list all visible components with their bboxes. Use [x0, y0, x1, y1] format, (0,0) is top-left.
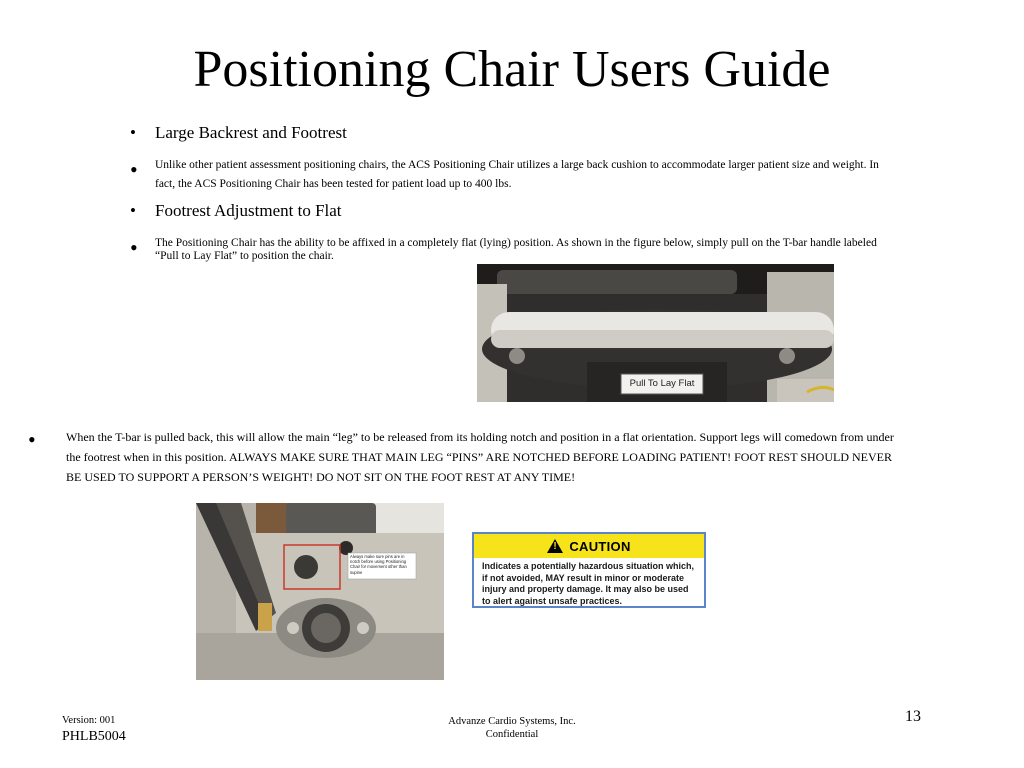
caution-header	[474, 534, 704, 558]
photo-tbar-handle	[477, 264, 834, 402]
bullet-heading: Large Backrest and Footrest	[155, 123, 347, 142]
bullet-dot: •	[130, 123, 136, 142]
caution-label	[472, 532, 706, 608]
footer-confidential: Confidential	[485, 729, 539, 740]
page-number: 13	[905, 708, 921, 725]
footer-doc-id: PHLB5004	[62, 729, 126, 744]
caution-text: Indicates a potentially hazardous situation which, if not avoided, MAY result in minor or moderate injury and property damage. It may also be used to alert against unsafe practices.	[482, 561, 695, 606]
paragraph-backrest: Unlike other patient assessment positioning chairs, the ACS Positioning Chair utilizes a large back cushion to accommodate larger patient size and weight. In fact, the ACS Positioning Chair has been tested for patient load up to 400 lbs.	[155, 159, 879, 190]
pull-to-lay-flat-label: Pull To Lay Flat	[629, 378, 695, 389]
leg-pins-illustration	[196, 503, 444, 680]
pins-note-label: Always make sure pins are in notch before using Positioning Chair for movement other than supine	[350, 554, 407, 575]
paragraph-tbar-warning: When the T-bar is pulled back, this will allow the main “leg” to be released from its holding notch and position in a flat orientation. Support legs will comedown from under the footrest when in this position. ALWAYS MAKE SURE THAT MAIN LEG “PINS” ARE NOTCHED BEFORE LOADING PATIENT! FOOT REST SHOULD NEVER BE USED TO SUPPORT A PERSON’S WEIGHT! DO NOT SIT ON THE FOOT REST AT ANY TIME!	[66, 430, 894, 484]
paragraph-footrest: The Positioning Chair has the ability to be affixed in a completely flat (lying) position. As shown in the figure below, simply pull on the T-bar handle labeled “Pull to Lay Flat” to position the chair.	[155, 237, 877, 262]
bullet-dot: •	[28, 427, 36, 452]
warning-triangle-icon: !	[547, 539, 563, 553]
bullet-dot: •	[130, 235, 138, 260]
bullet-dot: •	[130, 157, 138, 182]
photo-leg-pins	[196, 503, 444, 680]
footer-company: Advanze Cardio Systems, Inc.	[448, 716, 576, 727]
bullet-dot: •	[130, 201, 136, 220]
bullet-heading: Footrest Adjustment to Flat	[155, 201, 342, 220]
page-title: Positioning Chair Users Guide	[193, 41, 831, 98]
caution-heading: CAUTION	[569, 538, 631, 554]
footer-version: Version: 001	[62, 715, 116, 726]
